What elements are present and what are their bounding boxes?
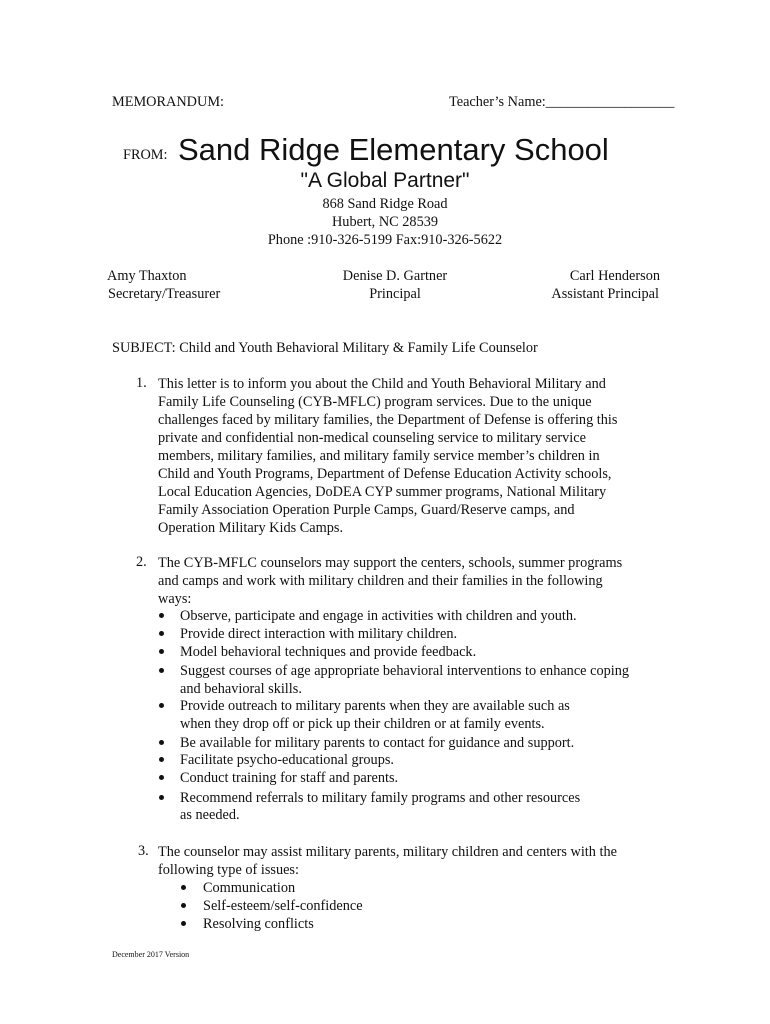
version-footer: December 2017 Version <box>112 950 190 959</box>
list-item: Facilitate psycho-educational groups. <box>180 752 394 768</box>
list-item: Resolving conflicts <box>203 916 314 932</box>
slogan: "A Global Partner" <box>300 169 470 192</box>
subject-line: SUBJECT: Child and Youth Behavioral Military & Family Life Counselor <box>112 340 538 356</box>
paragraph-line: Child and Youth Programs, Department of Defense Education Activity schools, <box>158 466 612 482</box>
address-city: Hubert, NC 28539 <box>331 214 439 230</box>
from-label: FROM: <box>123 147 168 163</box>
staff-title-secretary: Secretary/Treasurer <box>108 286 221 302</box>
paragraph-line: Operation Military Kids Camps. <box>158 520 344 536</box>
staff-name-secretary: Amy Thaxton <box>107 268 187 284</box>
list-item: Provide outreach to military parents when they are available such as <box>180 698 570 714</box>
bullet-icon <box>159 631 164 636</box>
paragraph-line: This letter is to inform you about the Child and Youth Behavioral Military and <box>158 376 606 392</box>
paragraph-line: ways: <box>158 591 192 607</box>
bullet-icon <box>181 921 186 926</box>
bullet-icon <box>159 703 164 708</box>
list-item: Provide direct interaction with military children. <box>180 626 458 642</box>
teacher-name-field[interactable]: Teacher’s Name:__________________ <box>449 94 675 110</box>
bullet-icon <box>181 903 186 908</box>
bullet-icon <box>181 885 186 890</box>
item-number: 3. <box>138 843 149 859</box>
paragraph-line: Family Life Counseling (CYB-MFLC) program services. Due to the unique <box>158 394 592 410</box>
list-item: Model behavioral techniques and provide feedback. <box>180 644 477 660</box>
address-street: 868 Sand Ridge Road <box>322 196 448 212</box>
list-item: Recommend referrals to military family programs and other resources <box>180 790 581 806</box>
paragraph-line: members, military families, and military family service member’s children in <box>158 448 600 464</box>
paragraph-line: following type of issues: <box>158 862 299 878</box>
list-item-continuation: as needed. <box>180 807 240 823</box>
school-name: Sand Ridge Elementary School <box>178 132 609 167</box>
staff-name-assistant: Carl Henderson <box>569 268 660 284</box>
list-item: Be available for military parents to contact for guidance and support. <box>180 735 575 751</box>
memorandum-label: MEMORANDUM: <box>112 94 225 110</box>
paragraph-line: private and confidential non-medical counseling service to military service <box>158 430 586 446</box>
list-item: Suggest courses of age appropriate behavioral interventions to enhance coping <box>180 663 630 679</box>
paragraph-line: and camps and work with military children and their families in the following <box>158 573 603 589</box>
list-item: Communication <box>203 880 296 896</box>
paragraph-line: Local Education Agencies, DoDEA CYP summer programs, National Military <box>158 484 607 500</box>
list-item: Self-esteem/self-confidence <box>203 898 363 914</box>
bullet-icon <box>159 775 164 780</box>
bullet-icon <box>159 613 164 618</box>
bullet-icon <box>159 740 164 745</box>
bullet-icon <box>159 649 164 654</box>
list-item-continuation: and behavioral skills. <box>180 681 302 697</box>
staff-title-assistant: Assistant Principal <box>551 286 659 302</box>
item-number: 1. <box>136 375 147 391</box>
paragraph-line: The counselor may assist military parents, military children and centers with the <box>158 844 617 860</box>
bullet-icon <box>159 757 164 762</box>
staff-name-principal: Denise D. Gartner <box>342 268 448 284</box>
list-item: Observe, participate and engage in activities with children and youth. <box>180 608 577 624</box>
phone-fax: Phone :910-326-5199 Fax:910-326-5622 <box>267 232 503 248</box>
paragraph-line: challenges faced by military families, the Department of Defense is offering this <box>158 412 618 428</box>
staff-title-principal: Principal <box>369 286 421 302</box>
bullet-icon <box>159 668 164 673</box>
paragraph-line: The CYB-MFLC counselors may support the centers, schools, summer programs <box>158 555 623 571</box>
list-item-continuation: when they drop off or pick up their children or at family events. <box>180 716 545 732</box>
paragraph-line: Family Association Operation Purple Camps, Guard/Reserve camps, and <box>158 502 575 518</box>
item-number: 2. <box>136 554 147 570</box>
bullet-icon <box>159 795 164 800</box>
list-item: Conduct training for staff and parents. <box>180 770 399 786</box>
